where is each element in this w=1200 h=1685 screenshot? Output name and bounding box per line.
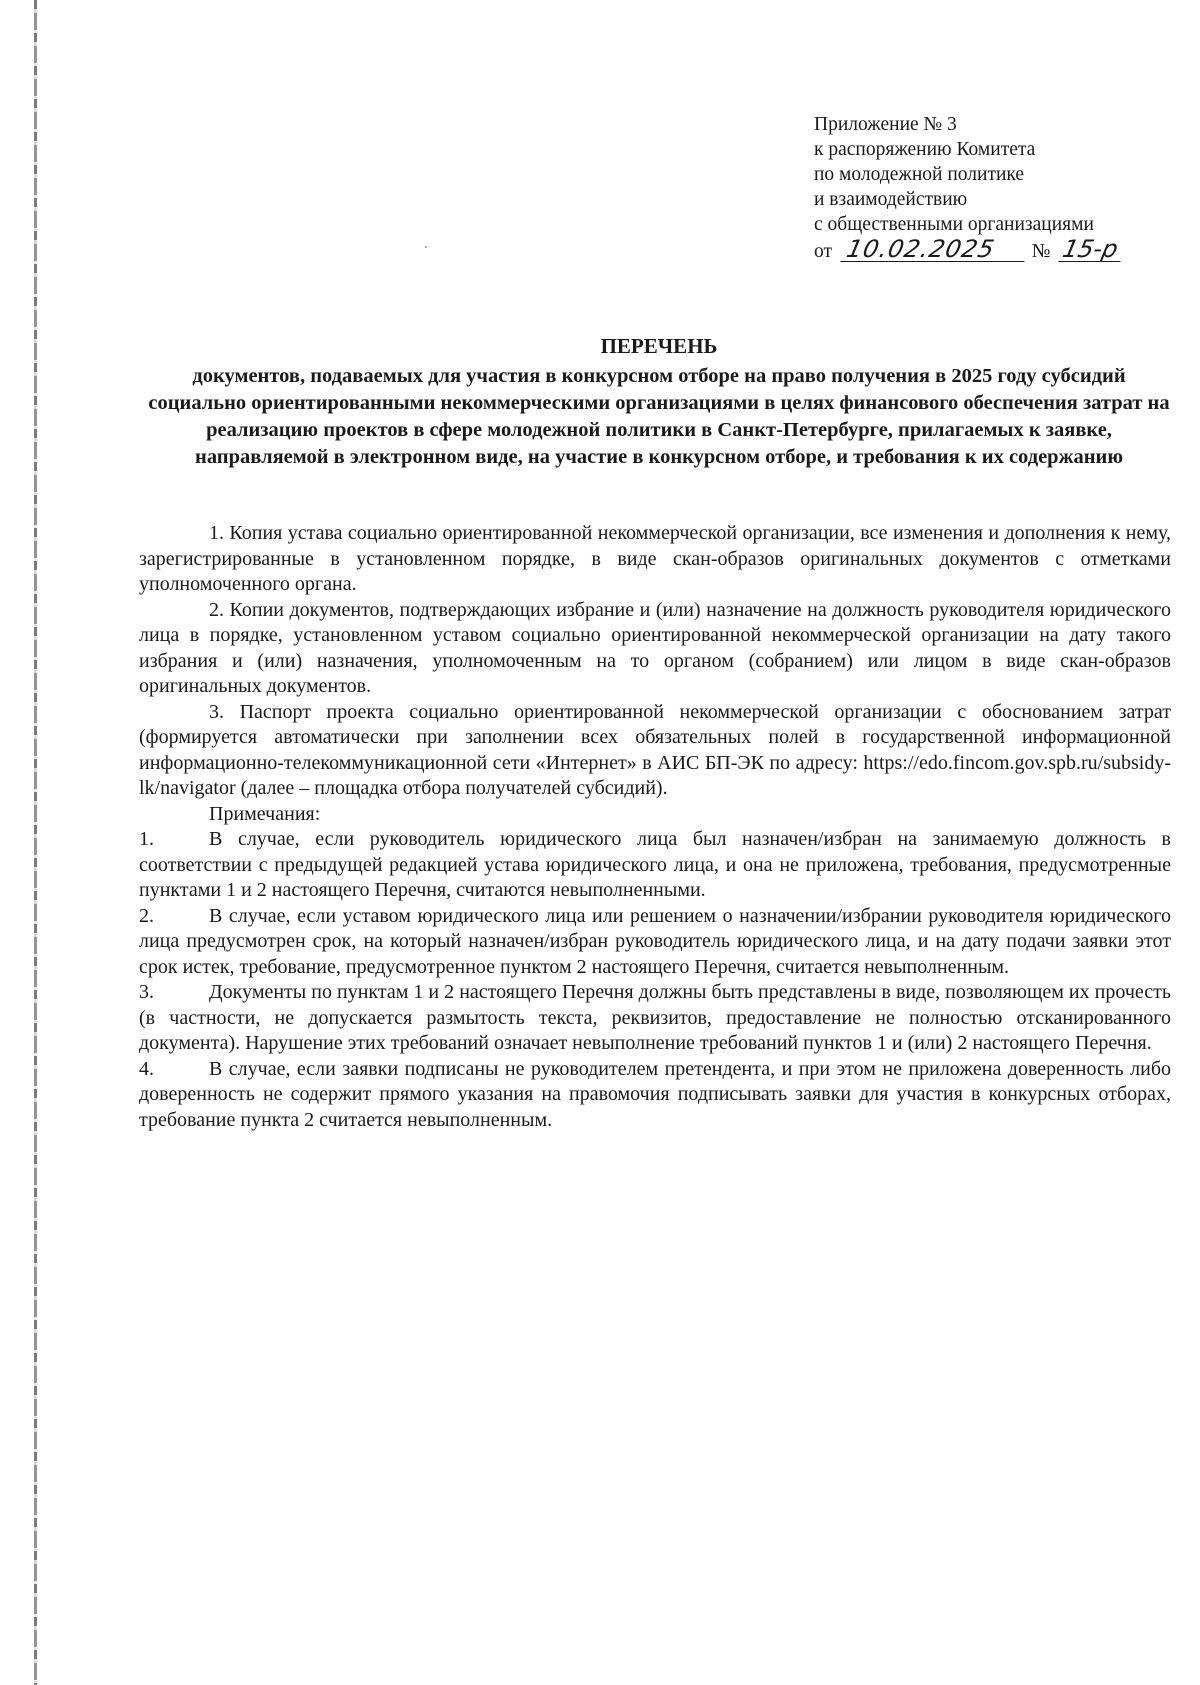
title-main: ПЕРЕЧЕНЬ xyxy=(600,334,718,358)
scan-edge-artifact xyxy=(34,0,37,1685)
appendix-line: с общественными организациями xyxy=(814,214,1094,235)
list-item-3: 3. Паспорт проекта социально ориентированной некоммерческой организации с обоснованием затрат (формируется автоматически при заполнении всех обязательных полей в государственной информационной информационно-телекоммуникационной сети «Интернет» в АИС БП-ЭК по адресу: https://edo.fincom.gov.spb.ru/subsidy-lk/navigator (далее – площадка отбора получателей субсидий). xyxy=(139,700,1171,799)
document-title xyxy=(146,333,1172,471)
appendix-line: к распоряжению Комитета xyxy=(814,139,1036,160)
note-text: В случае, если заявки подписаны не руководителем претендента, и при этом не приложена доверенность либо доверенность не содержит прямого указания на правомочия подписывать заявки для участия в конкурсных отборах, требование пункта 2 считается невыполненным. xyxy=(139,1057,1171,1131)
date-prefix: от xyxy=(814,241,833,262)
note-1 xyxy=(139,827,1171,904)
note-text: Документы по пунктам 1 и 2 настоящего Перечня должны быть представлены в виде, позволяющем их прочесть (в частности, не допускается размытость текста, реквизитов, предоставление не полностью отсканированного документа). Нарушение этих требований означает невыполнение требований пунктов 1 и (или) 2 настоящего Перечня. xyxy=(139,981,1171,1054)
handwritten-date: 10.02.2025 xyxy=(840,237,1029,262)
note-2 xyxy=(139,904,1171,981)
appendix-line: и взаимодействию xyxy=(814,189,968,210)
appendix-date-line xyxy=(814,237,1184,264)
list-item-2: 2. Копии документов, подтверждающих избрание и (или) назначение на должность руководителя юридического лица в порядке, установленном уставом социально ориентированной некоммерческой организации на дату такого избрания и (или) назначения, уполномоченным на то органом (собранием) или лицом в виде скан-образов оригинальных документов. xyxy=(139,598,1171,697)
note-4 xyxy=(139,1057,1171,1134)
list-item-1: 1. Копия устава социально ориентированной некоммерческой организации, все изменения и дополнения к нему, зарегистрированные в установленном порядке, в виде скан-образов оригинальных документов с отметками уполномоченного органа. xyxy=(139,522,1171,595)
title-subtitle: документов, подаваемых для участия в конкурсном отборе на право получения в 2025 году субсидий социально ориентированными некоммерческими организациями в целях финансового обеспечения затрат на реализацию проектов в сфере молодежной политики в Санкт-Петербурге, прилагаемых к заявке, направляемой в электронном виде, на участие в конкурсном отборе, и требования к их содержанию xyxy=(148,365,1170,468)
handwritten-number: 15-р xyxy=(1059,237,1126,262)
scan-dot-artifact xyxy=(425,246,427,248)
note-text: В случае, если руководитель юридического лица был назначен/избран на занимаемую должность в соответствии с предыдущей редакцией устава юридического лица, и она не приложена, требования, предусмотренные пунктами 1 и 2 настоящего Перечня, считаются невыполненными. xyxy=(139,828,1171,901)
appendix-line: Приложение № 3 xyxy=(814,114,957,135)
appendix-line: по молодежной политике xyxy=(814,164,1025,185)
number-prefix: № xyxy=(1031,241,1051,262)
note-number: 4. xyxy=(139,1057,154,1080)
document-body xyxy=(139,521,1171,1133)
note-3 xyxy=(139,980,1171,1057)
note-number: 2. xyxy=(139,904,154,927)
note-text: В случае, если уставом юридического лица или решением о назначении/избрании руководителя юридического лица предусмотрен срок, на который назначен/избран руководитель юридического лица, и на дату подачи заявки этот срок истек, требование, предусмотренное пунктом 2 настоящего Перечня, считается невыполненным. xyxy=(139,904,1171,978)
note-number: 3. xyxy=(139,981,154,1003)
note-number: 1. xyxy=(139,828,154,850)
appendix-header xyxy=(814,112,1184,264)
notes-heading: Примечания: xyxy=(209,802,321,825)
